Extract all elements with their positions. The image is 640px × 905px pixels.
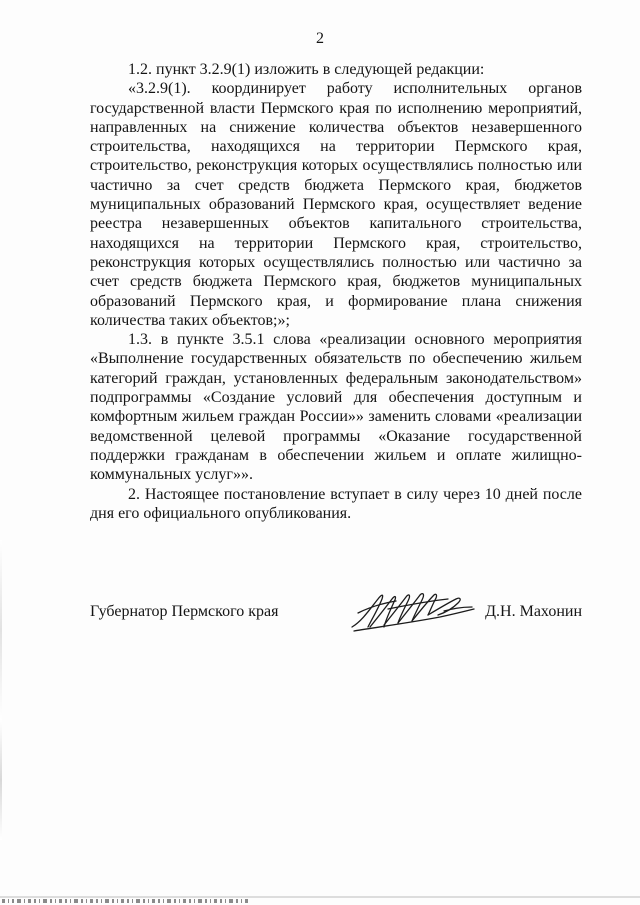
signer-name: Д.Н. Махонин [485, 603, 582, 620]
scan-bottom-strip [0, 893, 640, 905]
signer-title: Губернатор Пермского края [90, 603, 279, 620]
page-number: 2 [316, 30, 324, 47]
signature-block [90, 595, 582, 635]
document-body [90, 60, 582, 523]
paragraph-3-2-9-1: «3.2.9(1). координирует работу исполнительных органов государственной власти Пермского края по исполнению мероприятий, направленных на снижение количества объектов незавершенного строительства, находящихся на территории Пермского края, строительство, реконструкция которых осуществлялись полностью или частично за счет средств бюджета Пермского края, бюджетов муниципальных образований Пермского края, осуществляет ведение реестра незавершенных объектов капитального строительства, находящихся на территории Пермского края, строительство, реконструкция которых осуществлялись полностью или частично за счет средств бюджета Пермского края, бюджетов муниципальных образований Пермского края, и формирование плана снижения количества таких объектов;»; [90, 80, 582, 329]
paragraph-2: 2. Настоящее постановление вступает в силу через 10 дней после дня его официального опубликования. [90, 485, 582, 522]
paragraph-1-3: 1.3. в пункте 3.5.1 слова «реализации основного мероприятия «Выполнение государственных обязательств по обеспечению жильем категорий граждан, установленных федеральным законодательством» подпрограммы «Создание условий для обеспечения доступным и комфортным жильем граждан России»» заменить словами «реализации ведомственной целевой программы «Оказание государственной поддержки гражданам в обеспечении жильем и оплате жилищно-коммунальных услуг»». [90, 331, 582, 484]
paragraph-1-2: 1.2. пункт 3.2.9(1) изложить в следующей редакции: [128, 61, 485, 78]
scan-edge-mark [0, 540, 2, 840]
handwritten-signature [348, 587, 478, 633]
